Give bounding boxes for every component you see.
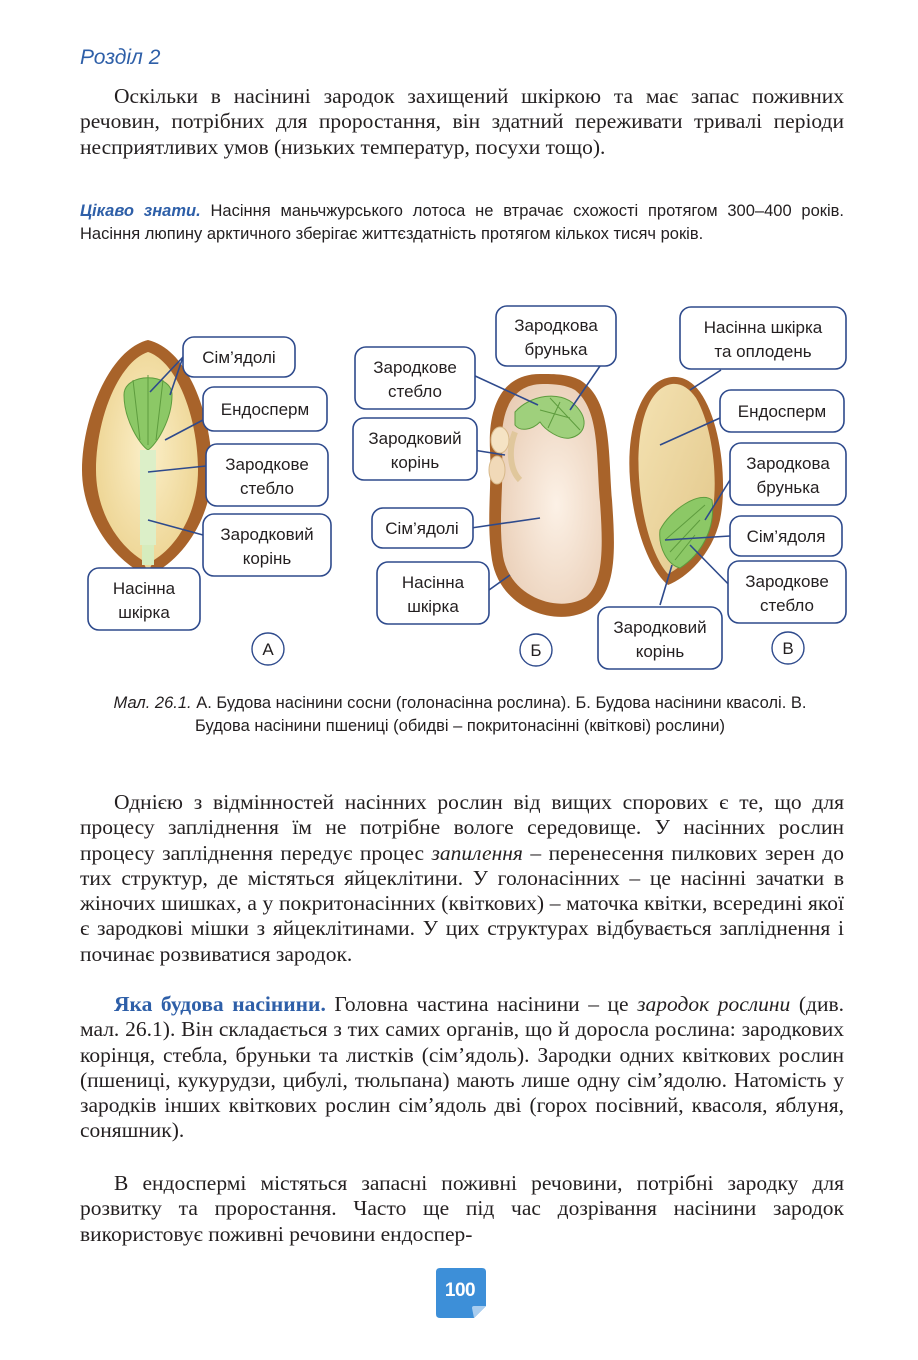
svg-text:шкірка: шкірка [407, 597, 459, 616]
svg-text:Сім’ядолі: Сім’ядолі [202, 348, 276, 367]
paragraph-intro: Оскільки в насінині зародок захищений шкіркою та має запас поживних речовин, потрібних для проростання, він здатний переживати тривалі періоди несприятливих умов (низьких температур, посухи тощо). [80, 84, 844, 159]
label-c-embryo-root [598, 607, 722, 669]
svg-text:Зародкове: Зародкове [373, 358, 457, 377]
svg-text:Сім’ядоля: Сім’ядоля [746, 527, 826, 546]
figure-caption [110, 692, 810, 737]
label-a-endosperm [203, 387, 327, 431]
wheat-seed-illustration [629, 377, 723, 585]
label-b-embryo-stem [355, 347, 475, 409]
svg-text:Зародкова: Зародкова [746, 454, 830, 473]
svg-text:корінь: корінь [242, 549, 292, 568]
paragraph-pollination-part-2: – перенесення пилкових зерен до тих структур, де містяться яйцеклітини. У голонасінних – це насінні зачатки в жіночих шишках, а у покритонасінних (квіткових) – маточка квітки, всередині якої є зародкові мішки з яйцеклітинами. У цих структурах відбувається запліднення і починає розвиватися зародок. [80, 840, 845, 966]
svg-text:А: А [262, 640, 274, 659]
label-a-embryo-root [203, 514, 331, 576]
label-c-embryo-bud [730, 443, 846, 505]
figure-number: Мал. 26.1. [113, 694, 192, 712]
svg-text:стебло: стебло [760, 596, 814, 615]
label-b-embryo-bud [496, 306, 616, 366]
svg-text:та оплодень: та оплодень [714, 342, 812, 361]
seed-structure-figure [0, 290, 918, 680]
svg-text:стебло: стебло [240, 479, 294, 498]
paragraph-pollination [80, 790, 844, 967]
svg-text:Б: Б [530, 641, 542, 660]
label-c-embryo-stem [728, 561, 846, 623]
svg-text:брунька: брунька [756, 478, 820, 497]
label-c-endosperm [720, 390, 844, 432]
marker-b [520, 634, 552, 666]
note-lead: Цікаво знати. [80, 202, 201, 220]
figure-caption-text: А. Будова насінини сосни (голонасінна рослина). Б. Будова насінини квасолі. В. Будова насінини пшениці (обидві – покритонасінні (квіткові) рослини) [191, 694, 807, 735]
label-a-cotyledons [183, 337, 295, 377]
label-c-cotyledon [730, 516, 842, 556]
svg-text:стебло: стебло [388, 382, 442, 401]
svg-text:шкірка: шкірка [118, 603, 170, 622]
marker-a [252, 633, 284, 665]
label-b-seed-coat [377, 562, 489, 624]
svg-text:корінь: корінь [390, 453, 440, 472]
label-c-coat-and-pericarp [680, 307, 846, 369]
svg-text:Насінна: Насінна [112, 579, 176, 598]
label-a-embryo-stem [206, 444, 328, 506]
svg-text:Зародковий: Зародковий [613, 618, 707, 637]
interesting-fact-note [80, 200, 844, 245]
svg-text:В: В [782, 639, 794, 658]
bean-seed-illustration [489, 374, 614, 617]
paragraph-seed-structure-part-2: (див. мал. 26.1). Він складається з тих самих органів, що й доросла рослина: зародкових корінця, стебла, бруньки та листків (сім’ядоль). Зародки одних квіткових рослин (пшениці, кукурудзи, цибулі, тюльпана) мають лише одну сім’ядолю. Натомість у зародків інших квіткових рослин сім’ядоль дві (горох посівний, квасоля, яблуня, соняшник). [80, 992, 845, 1143]
subheading-seed-structure: Яка будова насінини. [114, 992, 326, 1016]
svg-text:Зародковий: Зародковий [220, 525, 314, 544]
svg-text:Ендосперм: Ендосперм [220, 400, 310, 419]
svg-text:корінь: корінь [635, 642, 685, 661]
svg-text:Насінна шкірка: Насінна шкірка [703, 318, 823, 337]
svg-text:Зародкове: Зародкове [225, 455, 309, 474]
label-b-embryo-root [353, 418, 477, 480]
term-pollination: запилення [431, 840, 523, 865]
section-label: Розділ 2 [80, 46, 161, 69]
paragraph-seed-structure [80, 992, 844, 1144]
paragraph-seed-structure-part-1: Головна частина насінини – це [325, 992, 638, 1016]
svg-text:Зародкове: Зародкове [745, 572, 829, 591]
paragraph-endosperm: В ендоспермі містяться запасні поживні речовини, потрібні зародку для розвитку та проростання. Часто ще під час дозрівання насінини зародок використовує поживні речовини ендоспер- [80, 1171, 844, 1246]
marker-c [772, 632, 804, 664]
note-text: Насіння маньчжурського лотоса не втрачає схожості протягом 300–400 років. Насіння люпину арктичного зберігає життєздатність протягом кількох тисяч років. [80, 202, 845, 243]
label-b-cotyledons [372, 508, 473, 548]
label-a-seed-coat [88, 568, 200, 630]
svg-text:Сім’ядолі: Сім’ядолі [385, 519, 459, 538]
paragraph-pollination-part-1: Однією з відмінностей насінних рослин від вищих спорових є те, що для процесу запліднення їм не потрібне вологе середовище. У насінних рослин процесу запліднення передує процес [80, 790, 844, 865]
term-plant-embryo: зародок рослини [637, 992, 791, 1016]
svg-text:Зародкова: Зародкова [514, 316, 598, 335]
svg-text:брунька: брунька [524, 340, 588, 359]
svg-text:Ендосперм: Ендосперм [737, 402, 827, 421]
page-number: 100 [444, 1280, 476, 1301]
svg-text:Зародковий: Зародковий [368, 429, 462, 448]
svg-text:Насінна: Насінна [401, 573, 465, 592]
